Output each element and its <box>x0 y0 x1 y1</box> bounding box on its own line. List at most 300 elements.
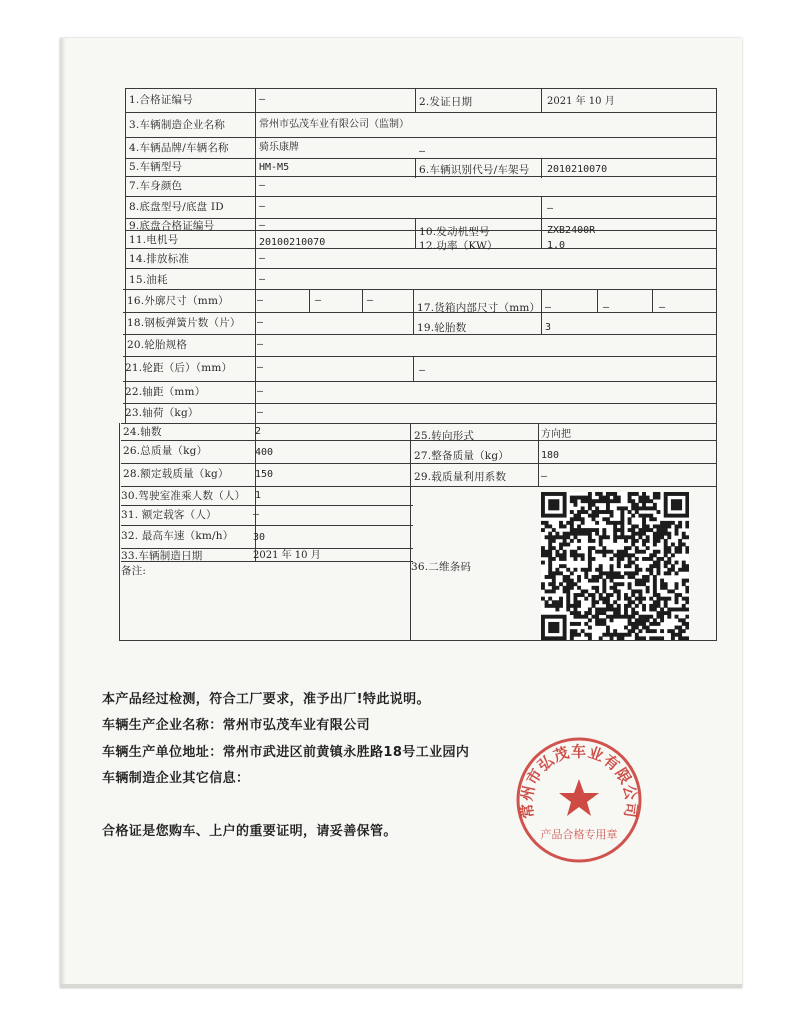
qr-module <box>602 600 606 604</box>
qr-module <box>552 492 556 496</box>
qr-module <box>635 564 639 568</box>
qr-module <box>570 539 574 543</box>
qr-module <box>595 575 599 579</box>
seal-center-text: 产品合格专用章 <box>540 828 618 841</box>
qr-module <box>682 629 686 633</box>
qr-module <box>617 564 621 568</box>
qr-module <box>628 521 632 525</box>
label-manufacturer: 3.车辆制造企业名称 <box>129 119 226 131</box>
qr-module <box>660 524 664 528</box>
qr-module <box>628 604 632 608</box>
qr-module <box>664 550 668 554</box>
qr-module <box>545 604 549 608</box>
qr-module <box>552 535 556 539</box>
value-outer-length: — <box>257 295 264 306</box>
qr-module <box>573 597 577 601</box>
qr-module <box>588 506 592 510</box>
qr-module <box>631 539 635 543</box>
qr-module <box>559 604 563 608</box>
qr-module <box>548 615 552 619</box>
qr-module <box>635 579 639 583</box>
qr-module <box>667 535 671 539</box>
qr-module <box>685 608 689 612</box>
qr-module <box>657 600 661 604</box>
seal-ring-text: 常州市弘茂车业有限公司 <box>517 742 641 820</box>
qr-module <box>555 499 559 503</box>
qr-module <box>588 550 592 554</box>
qr-module <box>602 535 606 539</box>
qr-module <box>584 496 588 500</box>
qr-module <box>588 618 592 622</box>
qr-module <box>678 521 682 525</box>
qr-module <box>555 568 559 572</box>
qr-module <box>570 582 574 586</box>
qr-module <box>588 496 592 500</box>
qr-module <box>664 611 668 615</box>
qr-module <box>613 539 617 543</box>
qr-module <box>548 575 552 579</box>
qr-module <box>606 633 610 637</box>
qr-module <box>610 571 614 575</box>
statement-other-info: 车辆制造企业其它信息： <box>102 771 250 786</box>
qr-module <box>610 492 614 496</box>
qr-module <box>563 503 567 507</box>
qr-module <box>628 571 632 575</box>
qr-module <box>620 517 624 521</box>
qr-module <box>599 611 603 615</box>
qr-module <box>595 568 599 572</box>
qr-module <box>541 510 545 514</box>
qr-module <box>664 561 668 565</box>
qr-module <box>664 532 668 536</box>
qr-module <box>563 622 567 626</box>
qr-module <box>577 553 581 557</box>
qr-module <box>577 633 581 637</box>
label-certificate-no: 1.合格证编号 <box>129 94 193 106</box>
qr-module <box>552 503 556 507</box>
qr-module <box>660 586 664 590</box>
qr-module <box>664 510 668 514</box>
qr-module <box>573 622 577 626</box>
qr-module <box>613 496 617 500</box>
qr-module <box>555 586 559 590</box>
qr-module <box>573 550 577 554</box>
qr-module <box>617 593 621 597</box>
qr-module <box>642 496 646 500</box>
qr-module <box>588 557 592 561</box>
qr-module <box>678 608 682 612</box>
qr-module <box>555 503 559 507</box>
qr-module <box>660 597 664 601</box>
qr-module <box>613 532 617 536</box>
qr-module <box>653 622 657 626</box>
qr-module <box>642 615 646 619</box>
value-color: — <box>259 180 266 191</box>
qr-module <box>667 561 671 565</box>
qr-module <box>660 582 664 586</box>
qr-module <box>653 608 657 612</box>
qr-module <box>642 539 646 543</box>
qr-module <box>541 582 545 586</box>
value-outer-height: — <box>367 295 374 306</box>
qr-module <box>649 615 653 619</box>
qr-module <box>685 615 689 619</box>
qr-module <box>613 629 617 633</box>
qr-module <box>613 492 617 496</box>
qr-module <box>592 593 596 597</box>
qr-module <box>588 568 592 572</box>
qr-module <box>646 575 650 579</box>
qr-module <box>541 506 545 510</box>
qr-module <box>667 589 671 593</box>
qr-module <box>682 514 686 518</box>
qr-module <box>610 521 614 525</box>
qr-module <box>657 611 661 615</box>
qr-module <box>642 514 646 518</box>
qr-module <box>545 575 549 579</box>
qr-module <box>664 546 668 550</box>
qr-module <box>613 521 617 525</box>
qr-module <box>584 615 588 619</box>
qr-module <box>584 622 588 626</box>
qr-module <box>642 604 646 608</box>
qr-module <box>577 496 581 500</box>
qr-module <box>620 575 624 579</box>
qr-module <box>570 499 574 503</box>
qr-module <box>613 535 617 539</box>
qr-module <box>548 622 552 626</box>
qr-module <box>595 510 599 514</box>
qr-module <box>588 539 592 543</box>
value-track: — <box>257 362 264 373</box>
qr-module <box>581 496 585 500</box>
qr-module <box>548 539 552 543</box>
value-axle-load: — <box>257 407 264 418</box>
qr-module <box>548 571 552 575</box>
qr-module <box>664 496 668 500</box>
qr-module <box>541 633 545 637</box>
qr-module <box>577 622 581 626</box>
qr-module <box>595 589 599 593</box>
qr-module <box>588 611 592 615</box>
qr-module <box>678 550 682 554</box>
qr-module <box>552 629 556 633</box>
qr-module <box>631 503 635 507</box>
value-motor-no: 20100210070 <box>259 237 326 248</box>
qr-module <box>548 503 552 507</box>
qr-module <box>563 510 567 514</box>
qr-module <box>581 589 585 593</box>
qr-module <box>642 608 646 612</box>
qr-module <box>563 636 567 640</box>
qr-module <box>657 535 661 539</box>
qr-module <box>552 626 556 630</box>
qr-module <box>610 557 614 561</box>
label-color: 7.车身颜色 <box>129 180 183 192</box>
qr-module <box>602 546 606 550</box>
qr-module <box>678 539 682 543</box>
qr-module <box>646 535 650 539</box>
qr-module <box>581 499 585 503</box>
qr-module <box>620 528 624 532</box>
qr-module <box>573 629 577 633</box>
qr-module <box>628 575 632 579</box>
qr-module <box>678 633 682 637</box>
qr-module <box>657 524 661 528</box>
label-power: 12.功率（KW） <box>419 240 498 252</box>
qr-module <box>613 499 617 503</box>
qr-module <box>660 629 664 633</box>
qr-module <box>646 499 650 503</box>
qr-module <box>678 593 682 597</box>
qr-module <box>610 510 614 514</box>
value-leaf-springs: — <box>257 317 264 328</box>
qr-module <box>682 492 686 496</box>
qr-module <box>610 593 614 597</box>
qr-module <box>646 579 650 583</box>
value-vin: 2010210070 <box>547 164 608 175</box>
qr-module <box>548 582 552 586</box>
value-steering: 方向把 <box>541 429 571 440</box>
label-vin: 6.车辆识别代号/车架号 <box>419 164 530 176</box>
qr-module <box>657 532 661 536</box>
qr-module <box>592 579 596 583</box>
qr-module <box>675 600 679 604</box>
value-gross-mass: 400 <box>255 447 274 458</box>
qr-module <box>573 608 577 612</box>
qr-module <box>595 532 599 536</box>
qr-module <box>617 608 621 612</box>
qr-module <box>555 626 559 630</box>
qr-module <box>628 517 632 521</box>
statement-keep-safe: 合格证是您购车、上户的重要证明，请妥善保管。 <box>102 824 397 839</box>
qr-module <box>563 524 567 528</box>
qr-module <box>606 571 610 575</box>
qr-module <box>563 633 567 637</box>
qr-module <box>606 604 610 608</box>
qr-module <box>610 550 614 554</box>
qr-module <box>685 568 689 572</box>
value-track-2: — <box>419 365 426 376</box>
qr-module <box>548 546 552 550</box>
qr-module <box>592 604 596 608</box>
qr-module <box>624 633 628 637</box>
qr-module <box>595 608 599 612</box>
qr-module <box>682 636 686 640</box>
qr-module <box>635 546 639 550</box>
qr-module <box>595 586 599 590</box>
qr-module <box>602 586 606 590</box>
qr-module <box>592 575 596 579</box>
qr-module <box>638 618 642 622</box>
qr-module <box>566 608 570 612</box>
qr-module <box>541 496 545 500</box>
qr-module <box>678 503 682 507</box>
qr-module <box>610 586 614 590</box>
qr-module <box>620 636 624 640</box>
qr-module <box>624 597 628 601</box>
qr-module <box>678 506 682 510</box>
value-build-date: 2021 年 10 月 <box>253 550 321 561</box>
qr-module <box>628 582 632 586</box>
qr-module <box>592 557 596 561</box>
qr-module <box>595 492 599 496</box>
qr-module <box>584 611 588 615</box>
qr-module <box>541 629 545 633</box>
qr-module <box>552 586 556 590</box>
qr-module <box>660 636 664 640</box>
qr-module <box>646 589 650 593</box>
label-outer-dimensions: 16.外廓尺寸（mm） <box>127 295 229 307</box>
qr-module <box>599 597 603 601</box>
qr-module <box>573 535 577 539</box>
qr-module <box>545 550 549 554</box>
qr-module <box>671 499 675 503</box>
value-max-speed: 30 <box>253 532 266 543</box>
qr-module <box>548 550 552 554</box>
qr-module <box>566 597 570 601</box>
qr-module <box>552 499 556 503</box>
qr-module <box>570 524 574 528</box>
qr-module <box>595 579 599 583</box>
qr-module <box>584 633 588 637</box>
label-axle-count: 24.轴数 <box>123 426 162 438</box>
qr-module <box>610 579 614 583</box>
qr-module <box>588 499 592 503</box>
qr-module <box>570 553 574 557</box>
qr-module <box>642 626 646 630</box>
qr-module <box>563 496 567 500</box>
qr-module <box>638 496 642 500</box>
qr-module <box>541 636 545 640</box>
qr-module <box>581 528 585 532</box>
qr-module <box>581 593 585 597</box>
qr-module <box>685 506 689 510</box>
label-tire-count: 19.轮胎数 <box>417 322 467 334</box>
qr-module <box>624 553 628 557</box>
paper-edge <box>60 984 742 988</box>
qr-module <box>685 546 689 550</box>
qr-module <box>675 586 679 590</box>
qr-module <box>671 629 675 633</box>
qr-module <box>675 608 679 612</box>
qr-module <box>649 604 653 608</box>
value-load-utilization: — <box>541 471 548 482</box>
qr-module <box>617 575 621 579</box>
qr-module <box>631 575 635 579</box>
qr-module <box>685 597 689 601</box>
qr-module <box>675 561 679 565</box>
qr-module <box>548 561 552 565</box>
qr-module <box>620 550 624 554</box>
qr-module <box>653 492 657 496</box>
qr-module <box>570 579 574 583</box>
qr-module <box>671 633 675 637</box>
qr-module <box>646 615 650 619</box>
qr-module <box>552 622 556 626</box>
qr-module <box>628 633 632 637</box>
qr-module <box>671 564 675 568</box>
qr-module <box>613 524 617 528</box>
qr-module <box>678 629 682 633</box>
qr-module <box>573 496 577 500</box>
qr-module <box>602 553 606 557</box>
qr-module <box>541 561 545 565</box>
qr-module <box>664 564 668 568</box>
statement-manufacturer: 车辆生产企业名称：常州市弘茂车业有限公司 <box>102 718 371 733</box>
qr-module <box>685 535 689 539</box>
qr-module <box>617 535 621 539</box>
qr-module <box>563 618 567 622</box>
qr-module <box>599 535 603 539</box>
qr-module <box>559 524 563 528</box>
qr-module <box>646 629 650 633</box>
qr-module <box>610 564 614 568</box>
qr-module <box>635 636 639 640</box>
qr-module <box>570 510 574 514</box>
qr-module <box>599 571 603 575</box>
value-tire-spec: — <box>257 339 264 350</box>
qr-module <box>617 604 621 608</box>
qr-module <box>588 579 592 583</box>
qr-module <box>660 528 664 532</box>
qr-module <box>617 615 621 619</box>
qr-module <box>653 564 657 568</box>
qr-module <box>541 492 545 496</box>
qr-module <box>617 611 621 615</box>
qr-module <box>685 579 689 583</box>
qr-module <box>606 597 610 601</box>
qr-module <box>653 604 657 608</box>
qr-module <box>548 626 552 630</box>
label-track: 21.轮距（后）（mm） <box>125 362 233 374</box>
qr-module <box>584 575 588 579</box>
qr-module <box>548 604 552 608</box>
qr-module <box>628 528 632 532</box>
qr-module <box>595 615 599 619</box>
qr-module <box>657 564 661 568</box>
qr-module <box>646 586 650 590</box>
qr-module <box>642 506 646 510</box>
qr-module <box>581 553 585 557</box>
qr-module <box>642 579 646 583</box>
qr-module <box>559 557 563 561</box>
qr-module <box>675 626 679 630</box>
qr-module <box>617 589 621 593</box>
qr-module <box>563 506 567 510</box>
value-manufacturer: 常州市弘茂车业有限公司（监制） <box>259 119 409 130</box>
qr-module <box>664 503 668 507</box>
qr-module <box>675 615 679 619</box>
qr-module <box>657 510 661 514</box>
qr-module <box>606 615 610 619</box>
qr-module <box>635 557 639 561</box>
value-cargo-height: — <box>659 302 666 313</box>
qr-module <box>638 506 642 510</box>
qr-module <box>595 550 599 554</box>
qr-module <box>653 532 657 536</box>
qr-module <box>667 492 671 496</box>
qr-module <box>602 517 606 521</box>
qr-module <box>675 546 679 550</box>
qr-module <box>570 622 574 626</box>
qr-module <box>675 524 679 528</box>
qr-module <box>653 561 657 565</box>
qr-module <box>610 514 614 518</box>
qr-module <box>563 626 567 630</box>
qr-module <box>599 636 603 640</box>
qr-module <box>624 564 628 568</box>
